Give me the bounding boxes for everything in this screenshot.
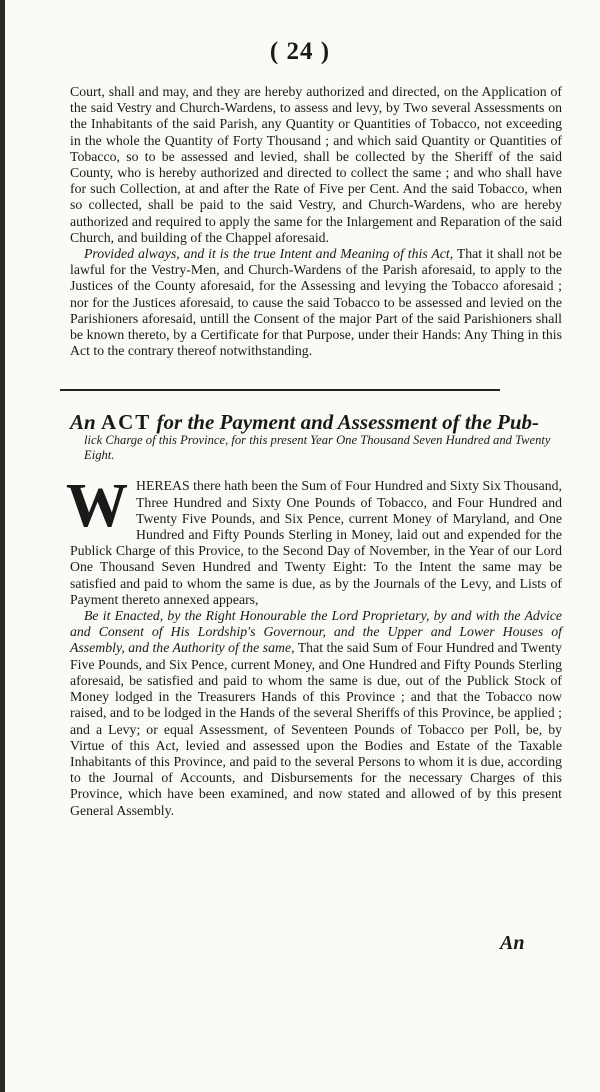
- act-body: [66, 472, 562, 818]
- section-divider: [60, 389, 500, 391]
- act-title-lead: An: [70, 410, 101, 435]
- drop-cap: W: [66, 472, 128, 541]
- act-subtitle: lick Charge of this Province, for this present Year One Thousand Seven Hundred and Twenty Eight.: [84, 433, 551, 462]
- proviso-italic-lead: Provided always, and it is the true Intent and Meaning of this Act,: [84, 246, 454, 262]
- page-number: ( 24 ): [269, 38, 331, 65]
- page-edge-shadow: [0, 0, 5, 1092]
- act-title-act: ACT: [100, 410, 152, 435]
- enacting-paragraph: [70, 608, 562, 819]
- enacting-italic-lead: Be it Enacted, by the Right Honourable the Lord Proprietary, by and with the Advice and Consent of His Lordship's Governour, and the Upper and Lower Houses of Assembly, and the Authority of the same,: [70, 608, 562, 656]
- catchword: An: [500, 932, 525, 954]
- whereas-paragraph: HEREAS there hath been the Sum of Four Hundred and Sixty Six Thousand, Three Hundred and Sixty One Pounds of Tobacco, and Four Hundred and Twenty Five Pounds, and Six Pence, current Money of Maryland, and One Hundred and Fifty Pounds Sterling in Money, laid out and expended for the Publick Charge of this Provice, to the Second Day of November, in the Year of our Lord One Thousand Seven Hundred and Twenty Eight: To the Intent the same may be satisfied and paid to whom the same is due, as by the Journals of the Levy, and Lists of Payment thereto annexed appears,: [70, 478, 562, 607]
- proviso-text: That it shall not be lawful for the Vestry-Men, and Church-Wardens of the Parish aforesaid, to apply to the Justices of the County aforesaid, for the Assessing and levying the Tobacco aforesaid ; nor for the Justices aforesaid, to cause the said Tobacco to be assessed and levied on the Parishioners aforesaid, untill the Consent of the major Part of the said Parishioners shall be known thereto, by a Certificate for that Purpose, under their Hands: Any Thing in this Act to the contrary thereof notwithstanding.: [70, 246, 562, 359]
- page-body: [66, 84, 562, 819]
- enacting-text: That the said Sum of Four Hundred and Twenty Five Pounds, and Six Pence, current Money, and One Hundred and Fifty Pounds Sterling aforesaid, be satisfied and paid to whom the same is due, out of the Publick Stock of Money lodged in the Treasurers Hands of this Province ; and that the Tobacco now raised, and to be lodged in the Hands of the several Sheriffs of this Province, be applied ; and a Levy; or equal Assessment, of Seventeen Pounds of Tobacco per Poll, be, by Virtue of this Act, levied and assessed upon the Bodies and Estate of the Taxable Inhabitants of this Province, and paid to the several Persons to whom it is due, according to the Journal of Accounts, and Disbursements for the necessary Charges of this Province, which have been examined, and now stated and allowed of by this present General Assembly.: [70, 640, 562, 818]
- act-title-rest: for the Payment and Assessment of the Pub-: [151, 410, 540, 435]
- continued-paragraph: Court, shall and may, and they are hereby authorized and directed, on the Application of the said Vestry and Church-Wardens, to assess and levy, by Two several Assessments on the Inhabitants of the said Parish, any Quantity or Quantities of Tobacco, not exceeding in the whole the Quantity of Forty Thousand ; and which said Quantity or Quantities of Tobacco, so to be assessed and levied, shall be collected by the Sheriff of the said County, who is hereby authorized and directed to collect the same ; and who shall have for such Collection, at and after the Rate of Five per Cent. And the said Tobacco, when so collected, shall be paid to the said Vestry, and Church-Wardens, who are hereby authorized and required to apply the same for the Inlargement and Reparation of the said Church, and building of the Chappel aforesaid.: [70, 84, 562, 245]
- act-title: [70, 411, 562, 433]
- proviso-paragraph: [70, 246, 562, 359]
